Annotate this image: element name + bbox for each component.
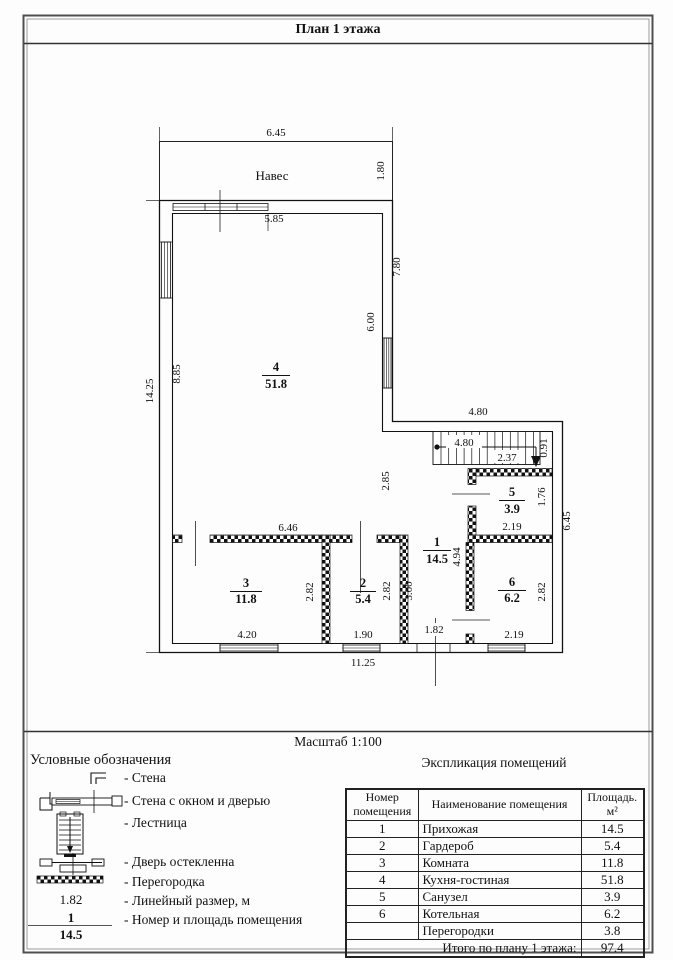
dim-top-width: 6.45 — [266, 127, 286, 139]
svg-text:11.8: 11.8 — [235, 592, 257, 606]
svg-text:6.2: 6.2 — [504, 591, 520, 605]
col-header-name: Наименование помещения — [418, 789, 581, 821]
table-row: 3 Комната 11.8 — [346, 855, 644, 872]
legend-item-wall: - Стена — [124, 770, 166, 785]
total-value: 97.4 — [581, 940, 644, 958]
legend-item-linear-dim: - Линейный размер, м — [124, 893, 251, 908]
room-label-4 — [262, 360, 290, 391]
partition-icon — [37, 876, 103, 883]
col-header-number: Номер помещения — [346, 789, 418, 821]
dim-room6-w: 2.19 — [504, 629, 524, 641]
room-labels — [230, 360, 526, 606]
svg-text:5: 5 — [508, 485, 516, 499]
total-label: Итого по плану 1 этажа: — [346, 940, 581, 958]
svg-text:6: 6 — [508, 575, 516, 589]
legend-item-stairs: - Лестница — [124, 815, 187, 830]
dim-wc-width: 2.19 — [502, 521, 522, 533]
svg-text:3.9: 3.9 — [504, 502, 520, 516]
table-row: 1 Прихожая 14.5 — [346, 821, 644, 838]
room-label-3 — [230, 576, 262, 606]
scale-note: Масштаб 1:100 — [294, 734, 382, 749]
dim-corridor: 2.85 — [380, 471, 392, 491]
dim-room2-h: 2.82 — [381, 581, 393, 601]
legend-item-partition: - Перегородка — [124, 874, 205, 889]
svg-text:14.5: 14.5 — [426, 552, 448, 566]
legend-title: Условные обозначения — [30, 752, 171, 768]
dim-left-total: 14.25 — [144, 378, 156, 404]
right-wing-window — [383, 338, 393, 388]
dim-door-w: 1.82 — [424, 624, 444, 636]
explication-table — [345, 788, 645, 958]
stairs-start-dot — [434, 444, 439, 449]
svg-text:3: 3 — [242, 576, 250, 590]
room-label-6 — [498, 575, 526, 605]
dim-door-w-group — [417, 623, 451, 636]
top-wall-window — [173, 204, 268, 211]
table-row: 2 Гардероб 5.4 — [346, 838, 644, 855]
table-row: 5 Санузел 3.9 — [346, 889, 644, 906]
legend-item-room-number: - Номер и площадь помещения — [124, 912, 303, 927]
dim-partition-span: 6.46 — [278, 522, 298, 534]
dim-right-upper: 7.80 — [391, 257, 403, 277]
legend-item-wall-window-door: - Стена с окном и дверью — [124, 793, 271, 808]
dim-stairs-width: 0.91 — [538, 438, 550, 458]
wall-window-door-icon — [40, 790, 122, 813]
dim-right-window: 6.00 — [365, 312, 377, 332]
legend-item-glazed-door: - Дверь остекленна — [124, 854, 235, 869]
table-row: Перегородки 3.8 — [346, 923, 644, 940]
svg-text:1: 1 — [433, 535, 441, 549]
dim-canopy-depth: 1.80 — [375, 161, 387, 181]
table-header-row — [346, 789, 644, 821]
wall-icon — [91, 773, 106, 784]
col-header-area: Площадь. м² — [581, 789, 644, 821]
dim-room3-w: 4.20 — [237, 629, 257, 641]
partitions — [173, 469, 553, 644]
dim-left-inner: 8.85 — [171, 364, 183, 384]
dim-right-lower: 6.45 — [561, 511, 573, 531]
dim-wing-top: 4.80 — [468, 406, 488, 418]
page-title: План 1 этажа — [295, 22, 381, 37]
room-number-symbol-num: 1 — [67, 910, 75, 925]
stairs-icon — [57, 812, 83, 857]
room-number-symbol-area: 14.5 — [59, 927, 83, 942]
stairs — [433, 432, 541, 468]
bottom-window-room3 — [220, 644, 278, 653]
bottom-window-room2 — [343, 644, 380, 653]
dim-hall-w: 3.00 — [403, 581, 415, 601]
dim-bottom-total: 11.25 — [350, 657, 376, 669]
left-wall-window — [160, 242, 173, 298]
dim-stairs-part: 2.37 — [497, 452, 517, 464]
bottom-window-room6 — [488, 644, 525, 653]
table-total-row — [346, 940, 644, 958]
svg-text:5.4: 5.4 — [355, 592, 371, 606]
room-label-5 — [499, 485, 525, 516]
canopy-label: Навес — [255, 168, 289, 183]
dim-room3-h: 2.82 — [304, 582, 316, 602]
dim-room2-w: 1.90 — [353, 629, 373, 641]
svg-text:2: 2 — [359, 576, 367, 590]
explication-title: Экспликация помещений — [421, 755, 567, 770]
table-row: 6 Котельная 6.2 — [346, 906, 644, 923]
dim-hall-height: 4.94 — [451, 547, 463, 567]
svg-text:4: 4 — [272, 360, 280, 374]
dim-top-window: 5.85 — [264, 213, 284, 225]
exterior-walls — [146, 201, 563, 653]
dim-room6-h: 2.82 — [536, 582, 548, 602]
dim-stairs-run: 4.80 — [454, 437, 474, 449]
dim-wc-height: 1.76 — [536, 487, 548, 507]
room-label-2 — [350, 576, 376, 606]
linear-dim-symbol: 1.82 — [59, 892, 83, 907]
table-row: 4 Кухня-гостиная 51.8 — [346, 872, 644, 889]
room-label-1 — [423, 535, 451, 566]
svg-text:51.8: 51.8 — [265, 377, 287, 391]
